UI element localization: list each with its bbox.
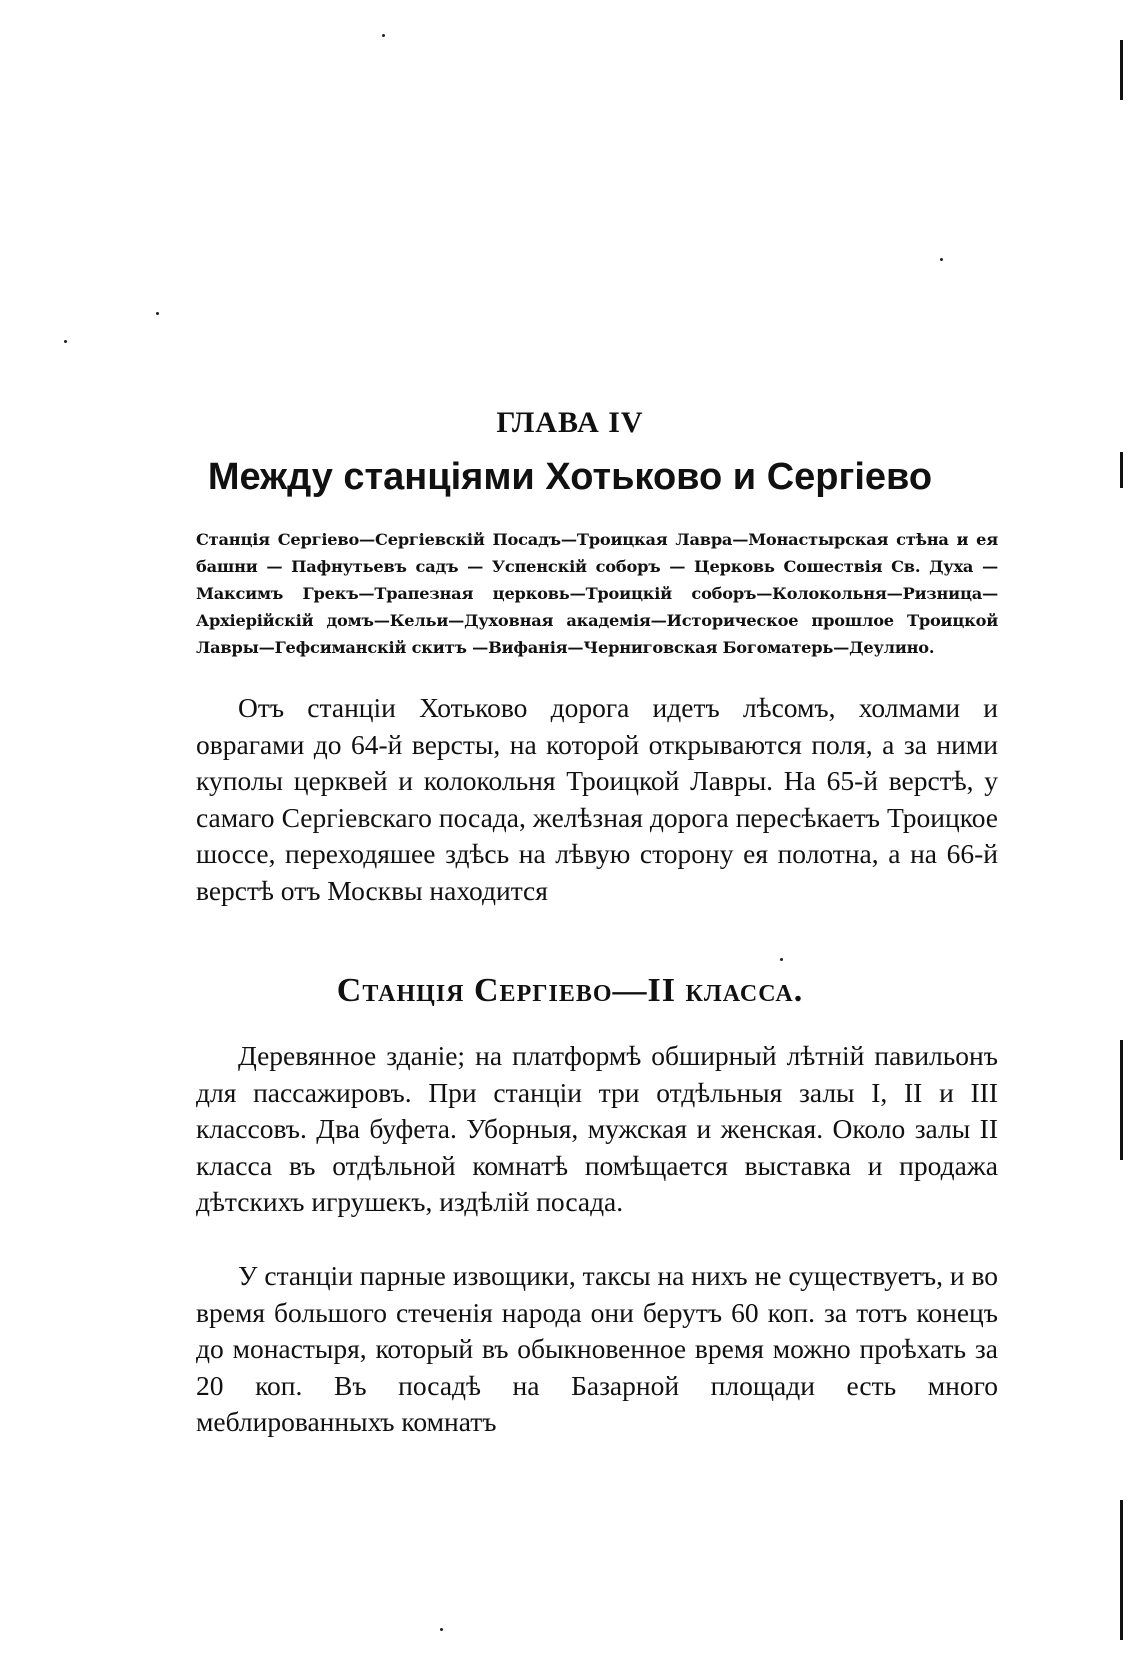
intro-paragraph: Отъ станціи Хотьково дорога идетъ лѣсомъ, холмами и оврагами до 64-й версты, на которой открываются поля, а за ними куполы церквей и колокольня Троицкой Лавры. На 65-й верстѣ, у самаго Сергіевскаго посада, желѣзная дорога пересѣкаетъ Троицкое шоссе, переходяшее здѣсь на лѣвую сторону ея полотна, а на 66-й верстѣ отъ Москвы находится bbox=[196, 692, 998, 906]
scan-speck bbox=[440, 1628, 443, 1631]
chapter-label: ГЛАВА IV bbox=[496, 406, 644, 439]
scan-speck bbox=[940, 258, 943, 261]
margin-rule bbox=[1120, 1500, 1123, 1640]
cabs-paragraph: У станціи парные извощики, таксы на нихъ не существуетъ, и во время большого стеченія народа они берутъ 60 коп. за тотъ конецъ до монастыря, который въ обыкновенное время можно проѣхать за 20 коп. Въ посадѣ на Базарной площади есть много меблированныхъ комнатъ bbox=[196, 1260, 998, 1437]
chapter-title: Между станціями Хотьково и Сергіево bbox=[207, 456, 933, 498]
scan-speck bbox=[780, 958, 783, 961]
margin-rule bbox=[1120, 452, 1123, 488]
scan-speck bbox=[382, 34, 385, 37]
section-heading: Станція Сергіево—II класса. bbox=[336, 972, 804, 1009]
station-paragraph: Деревянное зданіе; на платформѣ обширный лѣтній павильонъ для пассажировъ. При станціи три отдѣльныя залы I, II и III классовъ. Два буфета. Уборныя, мужская и женская. Около залы II класса въ отдѣльной комнатѣ помѣщается выставка и продажа дѣтскихъ игрушекъ, издѣлій посада. bbox=[196, 1040, 998, 1217]
chapter-summary: Станція Сергіево—Сергіевскій Посадъ—Троицкая Лавра—Монастырская стѣна и ея башни — Пафнутьевъ садъ — Успенскій соборъ — Церковь Сошествія Св. Духа — Максимъ Грекъ—Трапезная церковь—Троицкій соборъ—Колокольня—Ризница—Архіерійскій домъ—Кельи—Духовная академія—Историческое прошлое Троицкой Лавры—Гефсиманскій скитъ —Вифанія—Черниговская Богоматерь—Деулино. bbox=[196, 530, 998, 657]
scan-speck bbox=[156, 312, 159, 315]
margin-rule bbox=[1120, 1040, 1123, 1160]
scan-speck bbox=[64, 340, 67, 343]
margin-rule bbox=[1120, 40, 1123, 100]
